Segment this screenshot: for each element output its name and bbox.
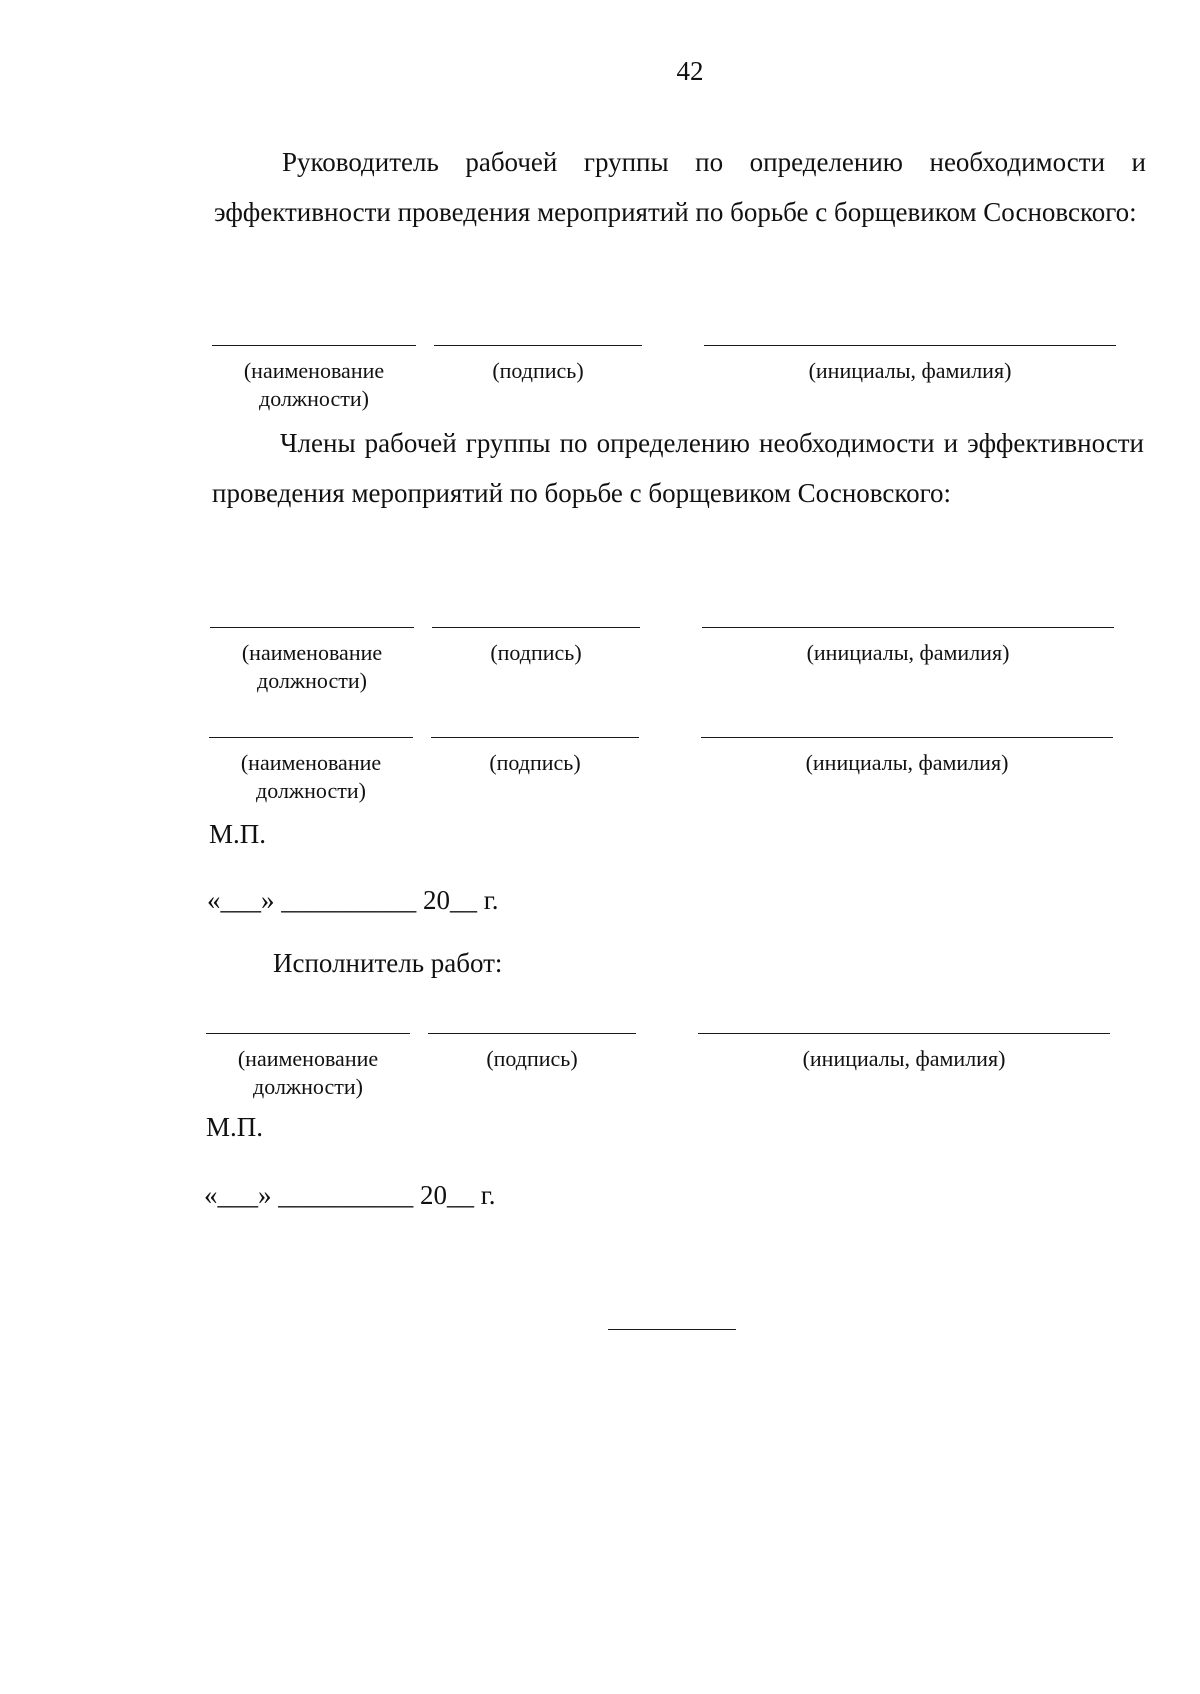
position-line — [206, 1033, 410, 1034]
signature-block-contractor — [206, 1033, 1116, 1113]
name-line — [698, 1033, 1110, 1034]
signature-line — [428, 1033, 636, 1034]
name-caption: (инициалы, фамилия) — [806, 640, 1010, 665]
signature-caption: (подпись) — [492, 358, 584, 383]
position-caption: (наименование должности) — [237, 1046, 379, 1099]
stamp-label-2: М.П. — [206, 1112, 264, 1142]
date-line-1: «___» __________ 20__ г. — [207, 885, 499, 915]
signature-caption: (подпись) — [489, 750, 581, 775]
stamp-label-1: М.П. — [209, 819, 267, 849]
page-number: 42 — [676, 56, 704, 86]
position-line — [209, 737, 413, 738]
signature-line — [432, 627, 640, 628]
contractor-heading: Исполнитель работ: — [273, 948, 503, 978]
signature-block-leader — [212, 345, 1122, 425]
end-divider — [608, 1329, 736, 1330]
name-line — [702, 627, 1114, 628]
position-caption: (наименование должности) — [243, 358, 385, 411]
signature-block-member-1 — [210, 627, 1120, 707]
name-caption: (инициалы, фамилия) — [808, 358, 1012, 383]
signature-caption: (подпись) — [486, 1046, 578, 1071]
leader-paragraph: Руководитель рабочей группы по определению необходимости и эффективности проведения мероприятий по борьбе с борщевиком Сосновского: — [214, 147, 1146, 227]
signature-line — [431, 737, 639, 738]
signature-caption: (подпись) — [490, 640, 582, 665]
name-line — [701, 737, 1113, 738]
date-line-2: «___» __________ 20__ г. — [204, 1180, 496, 1210]
name-caption: (инициалы, фамилия) — [805, 750, 1009, 775]
signature-line — [434, 345, 642, 346]
members-paragraph: Члены рабочей группы по определению необходимости и эффективности проведения мероприятий по борьбе с борщевиком Сосновского: — [212, 428, 1144, 508]
position-caption: (наименование должности) — [240, 750, 382, 803]
signature-block-member-2 — [209, 737, 1119, 817]
name-line — [704, 345, 1116, 346]
position-caption: (наименование должности) — [241, 640, 383, 693]
name-caption: (инициалы, фамилия) — [802, 1046, 1006, 1071]
position-line — [212, 345, 416, 346]
position-line — [210, 627, 414, 628]
